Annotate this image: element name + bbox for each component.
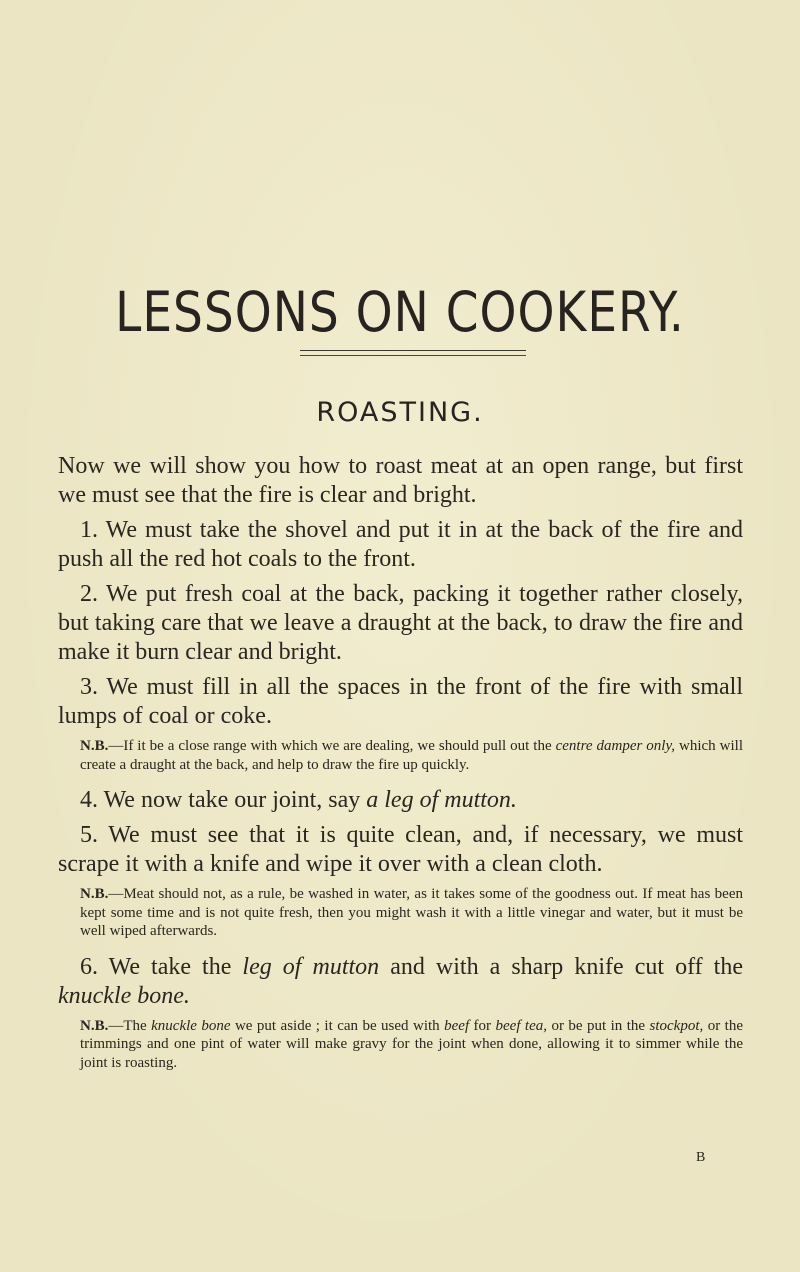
note-emphasis: knuckle bone <box>151 1017 231 1034</box>
step-1: 1. We must take the shovel and put it in at the back of the fire and push all the red hot coals to the front. <box>58 517 743 572</box>
step-3: 3. We must fill in all the spaces in the front of the fire with small lumps of coal or coke. <box>58 674 743 729</box>
step-5: 5. We must see that it is quite clean, and, if necessary, we must scrape it with a knife and wipe it over with a clean cloth. <box>58 822 743 877</box>
note-emphasis: beef tea, <box>495 1017 548 1034</box>
step-2: 2. We put fresh coal at the back, packing it together rather closely, but taking care that we leave a draught at the back, to draw the fire and make it burn clear and bright. <box>58 581 743 665</box>
note-3 <box>80 1017 743 1073</box>
step-text: and with a sharp knife cut off the <box>379 953 743 980</box>
step-emphasis: a leg of mutton. <box>366 787 517 813</box>
note-text: which will create a draught at the back, and help to draw the fire up quickly. <box>80 738 743 773</box>
note-text: —The <box>108 1017 152 1034</box>
step-emphasis: leg of mutton <box>242 953 380 980</box>
title-rule-bottom <box>300 355 526 356</box>
note-text: we put aside ; it can be used with <box>230 1017 445 1034</box>
page-body <box>58 452 743 1084</box>
note-1 <box>80 737 743 774</box>
note-2 <box>80 885 743 941</box>
note-text: or the trimmings and one pint of water will make gravy for the joint when done, allowing it to simmer while the joint is roasting. <box>80 1017 743 1071</box>
note-emphasis: beef <box>444 1017 470 1034</box>
note-label: N.B. <box>80 886 109 902</box>
intro-paragraph: Now we will show you how to roast meat at an open range, but first we must see that the fire is clear and bright. <box>58 453 743 508</box>
note-label: N.B. <box>80 1017 109 1034</box>
note-emphasis: stockpot, <box>649 1017 704 1034</box>
note-text: —Meat should not, as a rule, be washed in water, as it takes some of the goodness out. If meat has been kept some time and is not quite fresh, then you might wash it with a little vinegar and water, but it must be well wiped afterwards. <box>80 886 743 939</box>
step-text: 6. We take the <box>80 953 243 980</box>
step-4 <box>58 786 743 815</box>
note-emphasis: centre damper only, <box>555 738 676 754</box>
note-text: —If it be a close range with which we are dealing, we should pull out the <box>108 738 556 754</box>
note-text: for <box>469 1017 496 1034</box>
page-title: LESSONS ON COOKERY. <box>115 280 685 345</box>
step-emphasis: knuckle bone. <box>58 982 190 1009</box>
step-6 <box>58 953 743 1011</box>
step-text: 4. We now take our joint, say <box>80 787 367 813</box>
note-text: or be put in the <box>547 1017 650 1034</box>
section-heading: ROASTING. <box>316 397 484 428</box>
title-rule-top <box>300 350 526 351</box>
note-label: N.B. <box>80 738 109 754</box>
signature-mark: B <box>696 1150 706 1165</box>
